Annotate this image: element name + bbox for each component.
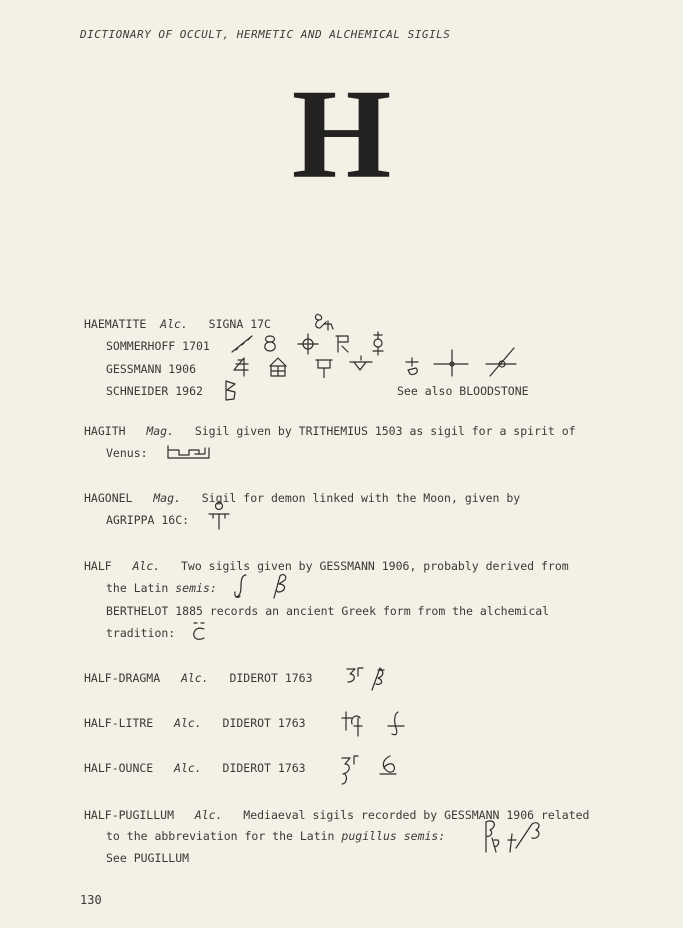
headword: HALF-PUGILLUM bbox=[84, 808, 175, 822]
source-citation: SIGNA 17C bbox=[208, 317, 271, 331]
sigil-half-pugillum bbox=[480, 818, 550, 854]
headword: HALF-DRAGMA bbox=[84, 671, 161, 685]
category-tag: Alc. bbox=[180, 671, 209, 685]
entry-half-line-1 bbox=[84, 559, 569, 573]
sigil-half-gessmann bbox=[232, 572, 292, 600]
category-tag: Alc. bbox=[160, 317, 188, 331]
entry-text: Two sigils given by GESSMANN 1906, probably derived from bbox=[180, 559, 569, 573]
entry-half-litre bbox=[84, 716, 306, 730]
running-head: DICTIONARY OF OCCULT, HERMETIC AND ALCHEMICAL SIGILS bbox=[80, 28, 451, 41]
headword: HAGITH bbox=[84, 424, 126, 438]
page-number: 130 bbox=[80, 893, 102, 907]
entry-half-pugillum-line-2 bbox=[106, 829, 445, 843]
source-citation: DIDEROT 1763 bbox=[229, 671, 313, 685]
see-pugillum[interactable]: See PUGILLUM bbox=[106, 851, 190, 865]
entry-text: Sigil for demon linked with the Moon, given by bbox=[201, 491, 521, 505]
entry-haematite-line-2: SOMMERHOFF 1701 bbox=[106, 339, 210, 353]
entry-haematite-line-1 bbox=[84, 317, 271, 331]
sigil-half-dragma bbox=[344, 664, 394, 694]
headword: HALF-OUNCE bbox=[84, 761, 154, 775]
category-tag: Mag. bbox=[153, 491, 181, 505]
entry-half-ounce bbox=[84, 761, 306, 775]
source-citation: DIDEROT 1763 bbox=[222, 716, 306, 730]
source-citation: DIDEROT 1763 bbox=[222, 761, 306, 775]
entry-haematite-line-3: GESSMANN 1906 bbox=[106, 362, 197, 376]
entry-half-line-3: BERTHELOT 1885 records an ancient Greek form from the alchemical bbox=[106, 604, 550, 618]
entry-hagonel-line-1 bbox=[84, 491, 520, 505]
entry-haematite-line-4: SCHNEIDER 1962 bbox=[106, 384, 203, 398]
sigil-hagith bbox=[165, 442, 213, 462]
headword: HALF bbox=[84, 559, 112, 573]
headword: HALF-LITRE bbox=[84, 716, 154, 730]
category-tag: Alc. bbox=[174, 716, 202, 730]
entry-text-italic: pugillus semis: bbox=[341, 829, 446, 843]
sigil-hagonel bbox=[206, 500, 232, 530]
entry-hagith-line-2: Venus: bbox=[106, 446, 148, 460]
entry-hagith-line-1 bbox=[84, 424, 576, 438]
headword: HAGONEL bbox=[84, 491, 133, 505]
sigil-haematite-gessmann-row bbox=[230, 346, 530, 378]
entry-half-line-2 bbox=[106, 581, 217, 595]
entry-half-line-4: tradition: bbox=[106, 626, 176, 640]
entry-text: Mediaeval sigils recorded by GESSMANN 1906 related bbox=[243, 808, 590, 822]
see-also-bloodstone[interactable]: See also BLOODSTONE bbox=[397, 384, 529, 398]
entry-text: the Latin bbox=[106, 581, 169, 595]
entry-half-dragma bbox=[84, 671, 313, 685]
sigil-half-litre bbox=[338, 708, 410, 738]
sigil-half-ounce bbox=[340, 752, 400, 786]
category-tag: Alc. bbox=[132, 559, 161, 573]
category-tag: Alc. bbox=[194, 808, 223, 822]
sigil-half-berthelot bbox=[190, 620, 208, 642]
entry-text: Sigil given by TRITHEMIUS 1503 as sigil for a spirit of bbox=[194, 424, 576, 438]
section-letter: H bbox=[291, 63, 392, 205]
entry-text: to the abbreviation for the Latin bbox=[106, 829, 335, 843]
sigil-haematite-signa bbox=[312, 310, 336, 332]
category-tag: Alc. bbox=[174, 761, 202, 775]
sigil-haematite-schneider bbox=[223, 378, 239, 402]
entry-hagonel-line-2: AGRIPPA 16C: bbox=[106, 513, 190, 527]
entry-text-italic: semis: bbox=[175, 581, 217, 595]
category-tag: Mag. bbox=[146, 424, 175, 438]
headword: HAEMATITE bbox=[84, 317, 147, 331]
